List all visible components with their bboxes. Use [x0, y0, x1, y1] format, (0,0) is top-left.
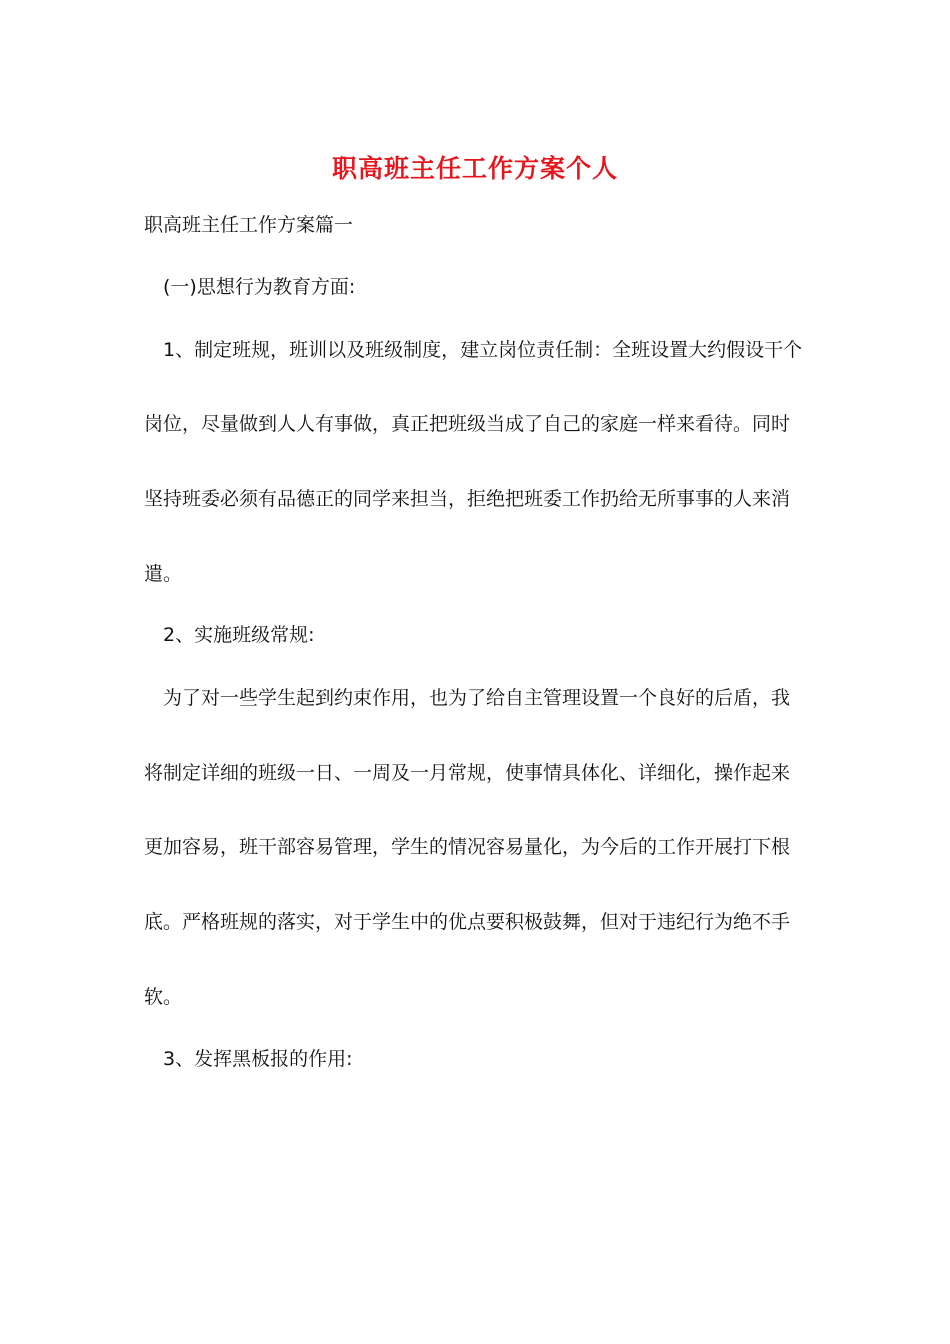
paragraph-line: 坚持班委必须有品德正的同学来担当，拒绝把班委工作扔给无所事事的人来消 — [144, 488, 791, 510]
paragraph-line: 更加容易，班干部容易管理，学生的情况容易量化，为今后的工作开展打下根 — [144, 836, 791, 858]
item-heading: 3、发挥黑板报的作用: — [163, 1048, 353, 1070]
paragraph-line: 1、制定班规，班训以及班级制度，建立岗位责任制：全班设置大约假设干个 — [163, 339, 803, 361]
paragraph-line: 将制定详细的班级一日、一周及一月常规，使事情具体化、详细化，操作起来 — [144, 762, 791, 784]
section-heading: 职高班主任工作方案篇一 — [144, 214, 354, 236]
paragraph-line: 岗位，尽量做到人人有事做，真正把班级当成了自己的家庭一样来看待。同时 — [144, 413, 791, 435]
paragraph-line: 为了对一些学生起到约束作用，也为了给自主管理设置一个良好的后盾，我 — [163, 687, 791, 709]
document-title: 职高班主任工作方案个人 — [331, 154, 618, 183]
paragraph-line: 底。严格班规的落实，对于学生中的优点要积极鼓舞，但对于违纪行为绝不手 — [144, 911, 791, 933]
subsection-heading: (一)思想行为教育方面: — [163, 276, 356, 298]
paragraph-line: 软。 — [144, 986, 183, 1008]
item-heading: 2、实施班级常规: — [163, 624, 315, 646]
paragraph-line: 遣。 — [144, 563, 183, 585]
